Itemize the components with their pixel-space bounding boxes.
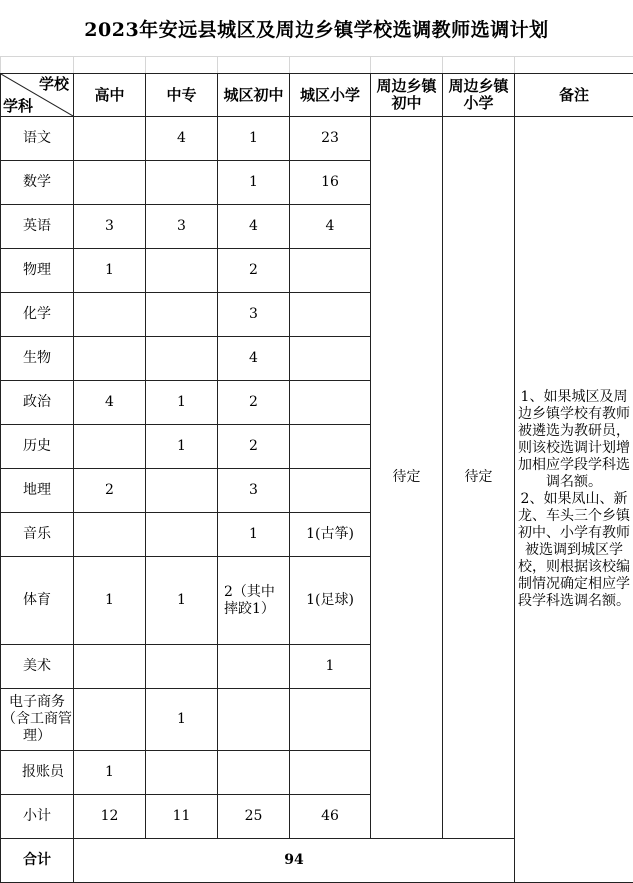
value-cell[interactable] bbox=[74, 689, 146, 751]
value-cell[interactable]: 2 bbox=[74, 469, 146, 513]
value-cell[interactable]: 1 bbox=[74, 557, 146, 645]
remark-paragraph-2: 2、如果凤山、新龙、车头三个乡镇初中、小学有教师被选调到城区学校，则根据该校编制情况确定相应学段学科选调名额。 bbox=[515, 491, 633, 610]
col-header-zhoubian-chuzhong[interactable]: 周边乡镇初中 bbox=[371, 74, 443, 117]
value-cell[interactable] bbox=[146, 293, 218, 337]
subject-cell[interactable]: 数学 bbox=[1, 161, 74, 205]
value-cell[interactable] bbox=[290, 337, 371, 381]
subtotal-value[interactable]: 25 bbox=[218, 795, 290, 839]
corner-header-cell[interactable] bbox=[1, 74, 74, 117]
value-cell[interactable] bbox=[218, 689, 290, 751]
subject-cell[interactable]: 物理 bbox=[1, 249, 74, 293]
value-cell[interactable] bbox=[290, 249, 371, 293]
value-cell[interactable]: 2 bbox=[218, 425, 290, 469]
col-header-remarks[interactable]: 备注 bbox=[515, 74, 633, 117]
value-cell[interactable]: 2 bbox=[218, 249, 290, 293]
value-cell[interactable] bbox=[74, 425, 146, 469]
value-cell[interactable]: 1(古筝) bbox=[290, 513, 371, 557]
value-cell[interactable]: 4 bbox=[146, 117, 218, 161]
corner-label-school: 学校 bbox=[39, 76, 69, 93]
value-cell[interactable] bbox=[218, 645, 290, 689]
value-cell[interactable]: 23 bbox=[290, 117, 371, 161]
value-cell[interactable] bbox=[218, 751, 290, 795]
value-cell[interactable]: 1 bbox=[146, 557, 218, 645]
remarks-cell[interactable] bbox=[515, 117, 633, 883]
value-cell[interactable]: 1 bbox=[146, 425, 218, 469]
value-cell[interactable]: 4 bbox=[218, 205, 290, 249]
total-label[interactable]: 合计 bbox=[1, 839, 74, 883]
subtotal-value[interactable]: 12 bbox=[74, 795, 146, 839]
value-cell[interactable]: 1 bbox=[290, 645, 371, 689]
value-cell[interactable] bbox=[146, 337, 218, 381]
subject-cell[interactable]: 语文 bbox=[1, 117, 74, 161]
value-cell[interactable]: 2（其中摔跤1） bbox=[218, 557, 290, 645]
value-cell[interactable] bbox=[74, 117, 146, 161]
value-cell[interactable] bbox=[74, 513, 146, 557]
value-cell[interactable]: 4 bbox=[290, 205, 371, 249]
value-cell[interactable]: 3 bbox=[218, 469, 290, 513]
subtotal-label[interactable]: 小计 bbox=[1, 795, 74, 839]
value-cell[interactable] bbox=[146, 469, 218, 513]
subject-cell[interactable]: 美术 bbox=[1, 645, 74, 689]
value-cell[interactable]: 3 bbox=[74, 205, 146, 249]
value-cell[interactable]: 1(足球) bbox=[290, 557, 371, 645]
value-cell[interactable] bbox=[290, 381, 371, 425]
value-cell[interactable] bbox=[146, 249, 218, 293]
value-cell[interactable]: 1 bbox=[218, 513, 290, 557]
value-cell[interactable]: 2 bbox=[218, 381, 290, 425]
subject-cell[interactable]: 地理 bbox=[1, 469, 74, 513]
value-cell[interactable]: 1 bbox=[218, 117, 290, 161]
value-cell[interactable]: 1 bbox=[74, 751, 146, 795]
subject-cell[interactable]: 政治 bbox=[1, 381, 74, 425]
pending-cell-zhoubian-chuzhong[interactable]: 待定 bbox=[371, 117, 443, 839]
value-cell[interactable]: 16 bbox=[290, 161, 371, 205]
subject-cell[interactable]: 英语 bbox=[1, 205, 74, 249]
col-header-zhongzhuan[interactable]: 中专 bbox=[146, 74, 218, 117]
subject-cell[interactable]: 化学 bbox=[1, 293, 74, 337]
col-header-chengqu-xiaoxue[interactable]: 城区小学 bbox=[290, 74, 371, 117]
value-cell[interactable] bbox=[146, 751, 218, 795]
value-cell[interactable] bbox=[74, 645, 146, 689]
corner-label-subject: 学科 bbox=[3, 98, 33, 115]
value-cell[interactable] bbox=[290, 751, 371, 795]
subject-cell[interactable]: 历史 bbox=[1, 425, 74, 469]
subtotal-value[interactable]: 46 bbox=[290, 795, 371, 839]
subject-cell[interactable]: 音乐 bbox=[1, 513, 74, 557]
subject-cell[interactable]: 报账员 bbox=[1, 751, 74, 795]
page-title: 2023年安远县城区及周边乡镇学校选调教师选调计划 bbox=[0, 0, 633, 56]
remark-paragraph-1: 1、如果城区及周边乡镇学校有教师被遴选为教研员，则该校选调计划增加相应学段学科选调名额。 bbox=[515, 389, 633, 491]
value-cell[interactable] bbox=[146, 513, 218, 557]
header-row bbox=[1, 74, 633, 117]
value-cell[interactable] bbox=[146, 645, 218, 689]
value-cell[interactable]: 4 bbox=[218, 337, 290, 381]
value-cell[interactable]: 3 bbox=[218, 293, 290, 337]
value-cell[interactable]: 1 bbox=[146, 689, 218, 751]
total-value[interactable]: 94 bbox=[74, 839, 515, 883]
subject-cell[interactable]: 电子商务（含工商管理） bbox=[1, 689, 74, 751]
table-row bbox=[1, 117, 633, 161]
blank-row bbox=[1, 57, 633, 74]
plan-table bbox=[0, 56, 633, 883]
value-cell[interactable] bbox=[290, 469, 371, 513]
value-cell[interactable]: 1 bbox=[74, 249, 146, 293]
value-cell[interactable] bbox=[74, 337, 146, 381]
value-cell[interactable]: 3 bbox=[146, 205, 218, 249]
value-cell[interactable] bbox=[290, 689, 371, 751]
pending-cell-zhoubian-xiaoxue[interactable]: 待定 bbox=[443, 117, 515, 839]
subject-cell[interactable]: 体育 bbox=[1, 557, 74, 645]
subject-cell[interactable]: 生物 bbox=[1, 337, 74, 381]
col-header-chengqu-chuzhong[interactable]: 城区初中 bbox=[218, 74, 290, 117]
value-cell[interactable] bbox=[290, 293, 371, 337]
value-cell[interactable] bbox=[74, 293, 146, 337]
value-cell[interactable] bbox=[290, 425, 371, 469]
value-cell[interactable] bbox=[74, 161, 146, 205]
value-cell[interactable] bbox=[146, 161, 218, 205]
col-header-gaozhong[interactable]: 高中 bbox=[74, 74, 146, 117]
subtotal-value[interactable]: 11 bbox=[146, 795, 218, 839]
value-cell[interactable]: 4 bbox=[74, 381, 146, 425]
col-header-zhoubian-xiaoxue[interactable]: 周边乡镇小学 bbox=[443, 74, 515, 117]
value-cell[interactable]: 1 bbox=[218, 161, 290, 205]
value-cell[interactable]: 1 bbox=[146, 381, 218, 425]
